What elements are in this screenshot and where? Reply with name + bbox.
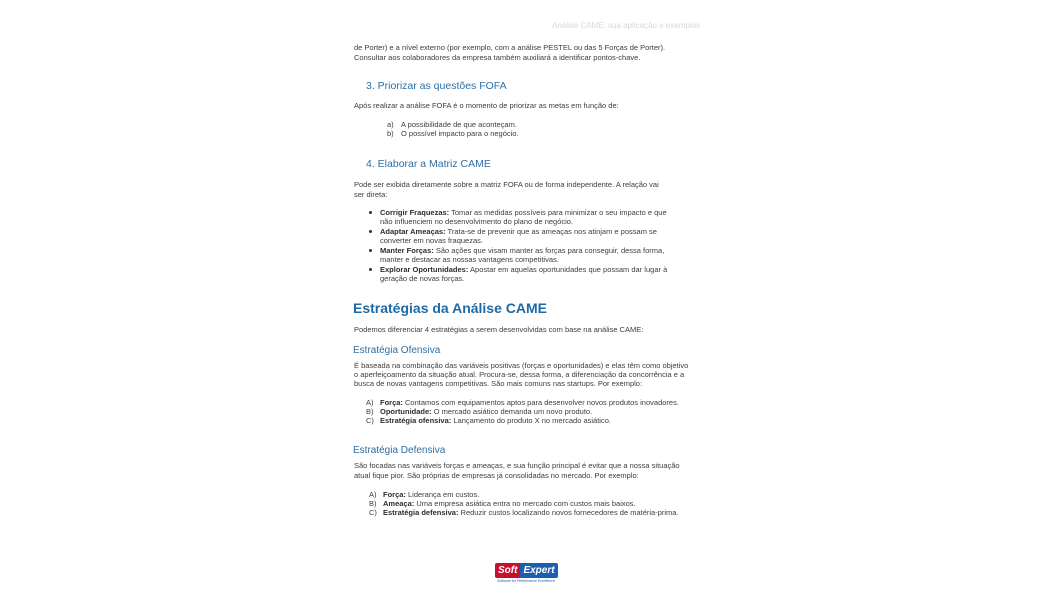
list-item bbox=[366, 416, 611, 426]
list-item bbox=[369, 508, 679, 518]
list-item-text: Reduzir custos localizando novos fornecedores de matéria-prima. bbox=[458, 508, 679, 517]
list-item-text: O mercado asiático demanda um novo produto. bbox=[431, 407, 593, 416]
logo-soft-text: Soft bbox=[495, 563, 520, 578]
defensive-line-2: atual fique pior. São próprias de empresas já consolidadas no mercado. Por exemplo: bbox=[354, 471, 639, 480]
offensive-line-1: É baseada na combinação das variáveis positivas (forças e oportunidades) e elas têm como objetivo bbox=[354, 361, 689, 370]
bullet-text: Tomar as medidas possíveis para minimizar o seu impacto e que bbox=[449, 208, 667, 217]
section-4-paragraph-line-1: Pode ser exibida diretamente sobre a matriz FOFA ou de forma independente. A relação vai bbox=[354, 180, 659, 189]
logo-expert-text: Expert bbox=[520, 563, 557, 578]
list-marker: A) bbox=[366, 398, 374, 407]
running-header: Análise CAME: sua aplicação e exemplos bbox=[552, 21, 701, 30]
offensive-heading: Estratégia Ofensiva bbox=[353, 345, 441, 356]
bullet-text: Apostar em aquelas oportunidades que possam dar lugar à bbox=[468, 265, 668, 274]
list-item-text: O possível impacto para o negócio. bbox=[401, 129, 519, 138]
list-item-text: Liderança em custos. bbox=[405, 490, 480, 499]
list-marker: C) bbox=[369, 508, 377, 517]
defensive-heading: Estratégia Defensiva bbox=[353, 445, 446, 456]
offensive-line-2: o aperfeiçoamento da situação atual. Procura-se, dessa forma, a diferenciação da concorrência e a bbox=[354, 370, 685, 379]
list-term: Força: bbox=[383, 490, 406, 499]
section-4-paragraph-line-2: ser direta: bbox=[354, 190, 388, 199]
logo-tagline: Software for Performance Excellence bbox=[497, 579, 555, 583]
section-3-paragraph: Após realizar a análise FOFA é o momento de priorizar as metas em função de: bbox=[354, 101, 619, 110]
bullet-item-continuation: converter em novas fraquezas. bbox=[380, 236, 483, 245]
list-term: Estratégia defensiva: bbox=[383, 508, 459, 517]
section-3-heading: 3. Priorizar as questões FOFA bbox=[366, 80, 507, 92]
list-marker: B) bbox=[369, 499, 377, 508]
offensive-line-3: busca de novas vantagens competitivas. São mais comuns nas startups. Por exemplo: bbox=[354, 379, 643, 388]
list-term: Força: bbox=[380, 398, 403, 407]
bullet-text: Trata-se de prevenir que as ameaças nos atinjam e possam se bbox=[445, 227, 657, 236]
bullet-icon bbox=[369, 211, 372, 214]
bullet-item-continuation: geração de novas forças. bbox=[380, 274, 465, 283]
list-marker: A) bbox=[369, 490, 377, 499]
intro-line-2: Consultar aos colaboradores da empresa também auxiliará a identificar pontos-chave. bbox=[354, 53, 641, 62]
bullet-item-continuation: manter e destacar as nossas vantagens competitivas. bbox=[380, 255, 559, 264]
bullet-term: Adaptar Ameaças: bbox=[380, 227, 446, 236]
defensive-line-1: São focadas nas variáveis forças e ameaças, e sua função principal é evitar que a nossa situação bbox=[354, 461, 680, 470]
list-marker: C) bbox=[366, 416, 374, 425]
list-term: Oportunidade: bbox=[380, 407, 432, 416]
bullet-term: Corrigir Fraquezas: bbox=[380, 208, 450, 217]
list-item-text: Uma empresa asiática entra no mercado com custos mais baixos. bbox=[414, 499, 636, 508]
section-4-heading: 4. Elaborar a Matriz CAME bbox=[366, 158, 491, 170]
bullet-term: Explorar Oportunidades: bbox=[380, 265, 469, 274]
bullet-icon bbox=[369, 268, 372, 271]
bullet-icon bbox=[369, 249, 372, 252]
softexpert-logo bbox=[495, 563, 567, 587]
list-marker: a) bbox=[387, 120, 394, 129]
strategies-paragraph: Podemos diferenciar 4 estratégias a serem desenvolvidas com base na análise CAME: bbox=[354, 325, 644, 334]
bullet-icon bbox=[369, 230, 372, 233]
bullet-term: Manter Forças: bbox=[380, 246, 434, 255]
list-item-text: Lançamento do produto X no mercado asiático. bbox=[451, 416, 611, 425]
bullet-item-continuation: não influenciem no desenvolvimento do plano de negócio. bbox=[380, 217, 574, 226]
strategies-heading: Estratégias da Análise CAME bbox=[353, 300, 547, 316]
list-marker: B) bbox=[366, 407, 374, 416]
intro-line-1: de Porter) e a nível externo (por exemplo, com a análise PESTEL ou das 5 Forças de Porter). bbox=[354, 43, 666, 52]
logo-wordmark bbox=[495, 563, 558, 578]
list-term: Ameaça: bbox=[383, 499, 415, 508]
list-marker: b) bbox=[387, 129, 394, 138]
list-term: Estratégia ofensiva: bbox=[380, 416, 452, 425]
list-item-text: Contamos com equipamentos aptos para desenvolver novos produtos inovadores. bbox=[402, 398, 679, 407]
list-item bbox=[387, 129, 519, 139]
bullet-text: São ações que visam manter as forças para conseguir, dessa forma, bbox=[433, 246, 665, 255]
list-item-text: A possibilidade de que aconteçam. bbox=[401, 120, 517, 129]
